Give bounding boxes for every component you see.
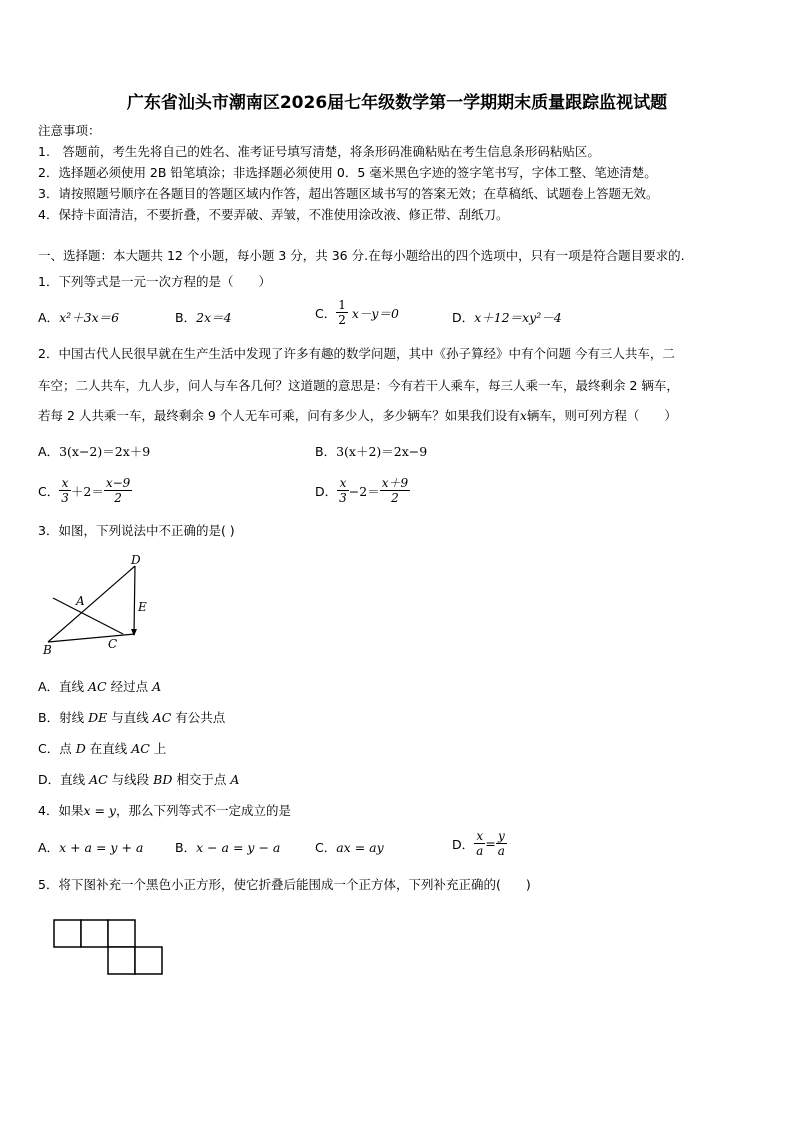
- q3-option-c: C．点 D 在直线 AC 上: [38, 741, 167, 756]
- q3-option-a: A．直线 AC 经过点 A: [38, 679, 162, 694]
- line-bd: [48, 566, 135, 642]
- label-d: D: [131, 553, 141, 567]
- q1-stem: 1．下列等式是一元一次方程的是（ ）: [38, 274, 271, 289]
- notice-item-4: 4．保持卡面清洁，不要折叠，不要弄破、弄皱，不准使用涂改液、修正带、刮纸刀。: [38, 207, 509, 222]
- q1-option-d: D．x＋12＝xy²－4: [452, 310, 562, 325]
- q4-stem: 4．如果x = y，那么下列等式不一定成立的是: [38, 803, 292, 818]
- net-square: [54, 920, 81, 947]
- q1-option-a: A．x²＋3x＝6: [38, 310, 120, 325]
- q2-option-a: A．3(x−2)＝2x＋9: [38, 444, 151, 459]
- notice-item-1: 1. 答题前，考生先将自己的姓名、准考证号填写清楚，将条形码准确粘贴在考生信息条形码粘贴区。: [38, 144, 600, 159]
- q4-option-d: D． $\frac{x}{a}$ = $\frac{y}{a}$: [452, 829, 505, 858]
- q3-option-b: B．射线 DE 与直线 AC 有公共点: [38, 710, 226, 725]
- q1-option-b: B．2x＝4: [175, 310, 232, 325]
- q2-line-3: 若每 2 人共乘一车，最终剩余 9 个人无车可乘，问有多少人，多少辆车？如果我们设有x辆车，则可列方程（ ）: [38, 408, 677, 423]
- q5-cube-net: [52, 918, 168, 980]
- net-square: [135, 947, 162, 974]
- q2-option-d: D． $\frac{x}{3}$ −2＝ $\frac{x+9}{2}$: [315, 476, 409, 505]
- q2-line-1: 2．中国古代人民很早就在生产生活中发现了许多有趣的数学问题，其中《孙子算经》中有个问题 今有三人共车，二: [38, 346, 675, 361]
- q4-option-a: A．x + a = y + a: [38, 840, 144, 855]
- q3-figure: [38, 550, 168, 660]
- q2-option-c: C． $\frac{x}{3}$ ＋2＝ $\frac{x-9}{2}$: [38, 476, 131, 505]
- label-b: B: [43, 643, 52, 657]
- ray-de: [134, 566, 135, 634]
- line-bc: [48, 634, 135, 642]
- notice-heading: 注意事项：: [38, 123, 101, 138]
- ray-arrowhead: [131, 629, 137, 636]
- label-c: C: [108, 637, 118, 651]
- q4-option-c: C．ax = ay: [315, 840, 384, 855]
- net-square: [108, 920, 135, 947]
- net-square: [108, 947, 135, 974]
- q2-option-b: B．3(x＋2)＝2x−9: [315, 444, 428, 459]
- page-title: 广东省汕头市潮南区2026届七年级数学第一学期期末质量跟踪监视试题: [126, 93, 668, 113]
- notice-item-2: 2．选择题必须使用 2B 铅笔填涂；非选择题必须使用 0．5 毫米黑色字迹的签字笔书写，字体工整、笔迹清楚。: [38, 165, 657, 180]
- label-e: E: [138, 600, 147, 614]
- q3-stem: 3．如图，下列说法中不正确的是( ): [38, 523, 235, 538]
- q4-option-b: B．x − a = y − a: [175, 840, 281, 855]
- section-heading: 一、选择题：本大题共 12 个小题，每小题 3 分，共 36 分.在每小题给出的四个选项中，只有一项是符合题目要求的.: [38, 248, 685, 263]
- q1-option-c: C． $\frac{1}{2}$ x－y＝0: [315, 298, 399, 327]
- q3-option-d: D．直线 AC 与线段 BD 相交于点 A: [38, 772, 240, 787]
- q2-line-2: 车空；二人共车，九人步，问人与车各几何？这道题的意思是：今有若干人乘车，每三人乘一车，最终剩余 2 辆车，: [38, 378, 679, 393]
- label-a: A: [76, 594, 85, 608]
- q5-stem: 5．将下图补充一个黑色小正方形，使它折叠后能围成一个正方体，下列补充正确的( ): [38, 877, 531, 892]
- notice-item-3: 3．请按照题号顺序在各题目的答题区域内作答，超出答题区域书写的答案无效；在草稿纸、试题卷上答题无效。: [38, 186, 659, 201]
- net-square: [81, 920, 108, 947]
